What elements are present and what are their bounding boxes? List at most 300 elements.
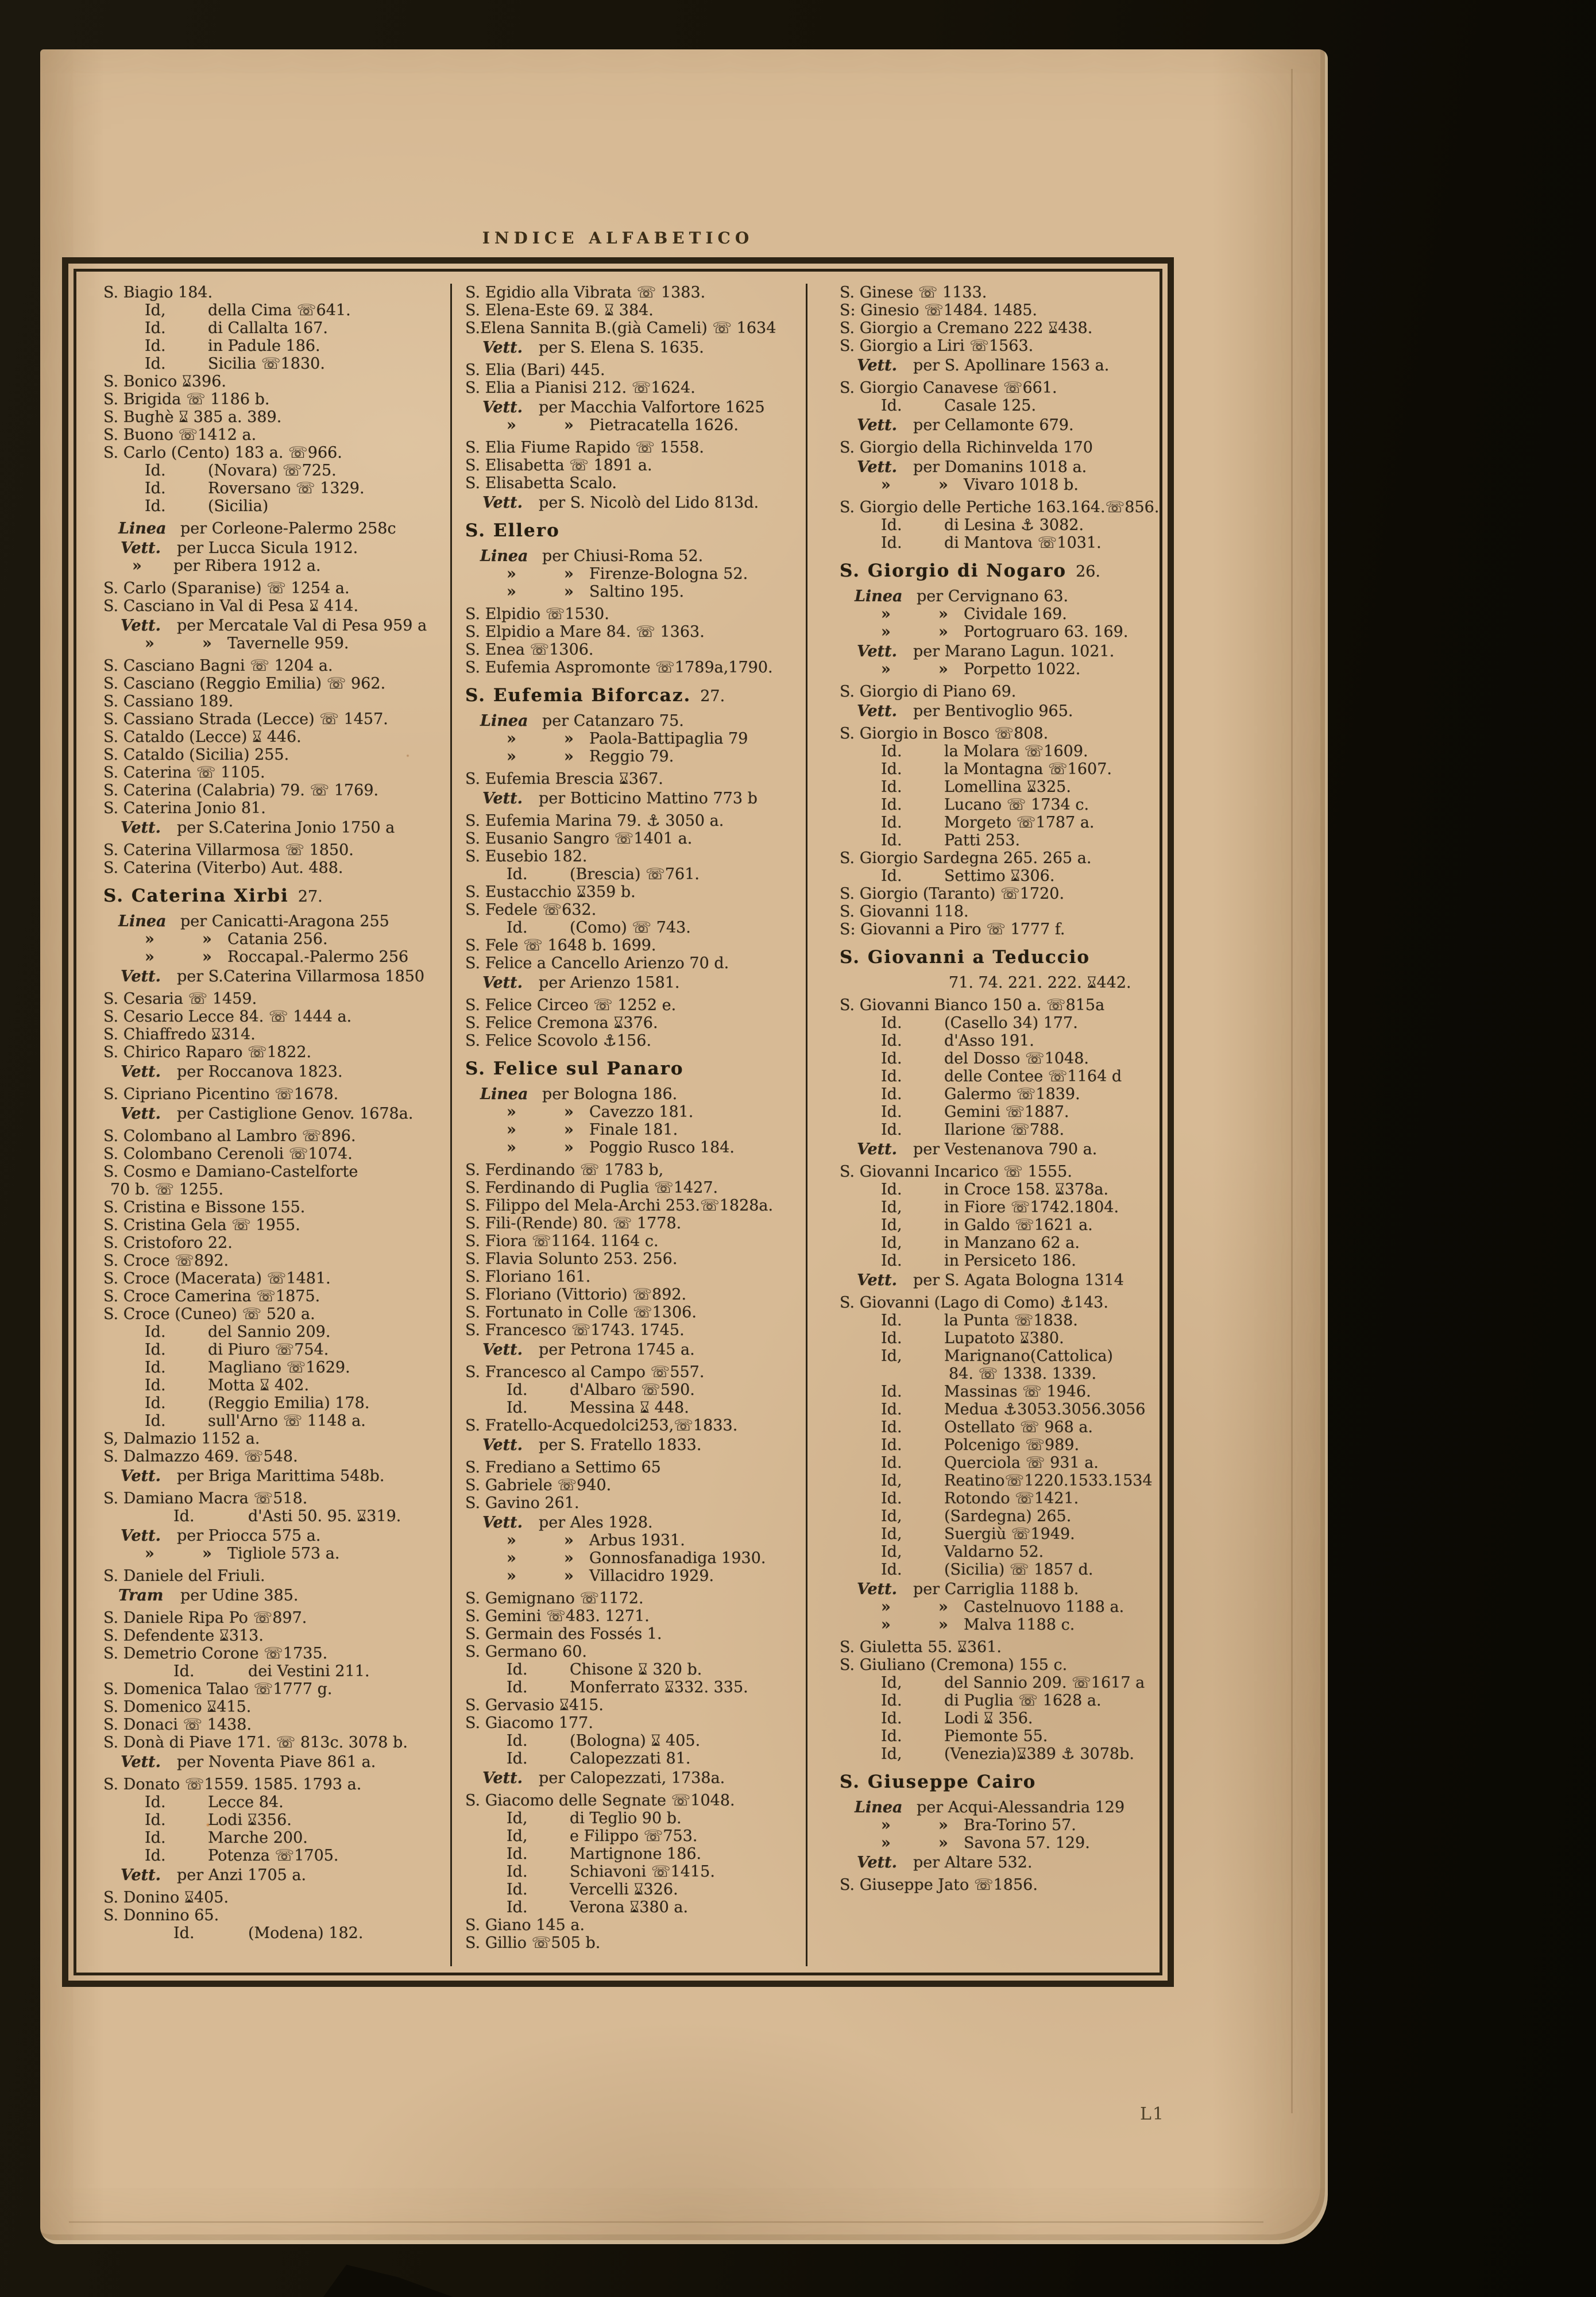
- line-text: S. Felice Scovolo ⚓︎156.: [465, 1032, 652, 1050]
- chevron-icon: »: [938, 1816, 948, 1834]
- index-line: [840, 498, 1162, 516]
- index-line: [103, 617, 450, 635]
- index-line: [840, 867, 1162, 885]
- index-line: [465, 865, 806, 883]
- index-line: [465, 748, 806, 765]
- line-label: Id.: [881, 1181, 902, 1198]
- chevron-icon: »: [564, 416, 574, 434]
- line-text: S. Frediano a Settimo 65: [465, 1459, 661, 1476]
- index-line: [840, 1454, 1162, 1472]
- index-line: [840, 1507, 1162, 1525]
- index-line: [465, 1197, 806, 1215]
- line-text: S. Giorgio Sardegna 265. 265 a.: [840, 849, 1092, 867]
- index-line: [465, 565, 806, 583]
- line-text: per Noventa Piave 861 a.: [177, 1753, 376, 1771]
- line-text: S. Donaci ☏ 1438.: [103, 1716, 252, 1734]
- line-text: S. Eufemia Brescia ⌛︎367.: [465, 770, 663, 788]
- line-text: S. Eufemia Aspromonte ☏1789a,1790.: [465, 659, 773, 676]
- line-text: 27.: [700, 687, 725, 705]
- index-line: [840, 319, 1162, 337]
- line-text: Vivaro 1018 b.: [964, 476, 1079, 494]
- page-stack-edge-bottom: [69, 2221, 1263, 2223]
- index-line: [465, 1304, 806, 1321]
- index-line: [465, 1032, 806, 1050]
- line-text: S. Croce Camerina ☏1875.: [103, 1287, 320, 1305]
- index-line: [465, 954, 806, 972]
- index-line: [840, 1181, 1162, 1198]
- line-label: Id,: [881, 1472, 902, 1490]
- index-line: [465, 1417, 806, 1434]
- line-label: Id.: [881, 796, 902, 814]
- line-label: Vett.: [121, 1105, 161, 1123]
- line-text: per S. Nicolò del Lido 813d.: [539, 494, 759, 512]
- index-line: [840, 1727, 1162, 1745]
- index-line: [103, 479, 450, 497]
- line-label: Id.: [145, 1793, 166, 1811]
- index-line: [840, 1710, 1162, 1727]
- line-label: Id.: [145, 355, 166, 373]
- index-line: [103, 657, 450, 675]
- index-line: [465, 770, 806, 788]
- page-stack-edge-right: [1291, 69, 1293, 2113]
- index-line: [465, 1809, 806, 1827]
- index-line: [103, 635, 450, 652]
- line-text: Cavezzo 181.: [589, 1103, 694, 1121]
- index-line: [465, 284, 806, 301]
- chevron-icon: »: [507, 1532, 516, 1549]
- index-line: [103, 1829, 450, 1847]
- index-line: [103, 1645, 450, 1662]
- index-line: [840, 1543, 1162, 1561]
- line-label: Id.: [145, 1376, 166, 1394]
- line-text: per Castiglione Genov. 1678a.: [177, 1105, 414, 1123]
- index-line: [465, 1014, 806, 1032]
- line-text: per Ales 1928.: [539, 1514, 653, 1532]
- line-text: Martignone 186.: [570, 1845, 702, 1863]
- index-line: [840, 1140, 1162, 1158]
- index-line: [103, 1252, 450, 1270]
- index-line: [465, 1476, 806, 1494]
- line-text: Catania 256.: [227, 930, 328, 948]
- line-text: di Mantova ☏1031.: [944, 534, 1102, 552]
- line-text: S. Gillio ☏505 b.: [465, 1934, 601, 1952]
- line-text: Vercelli ⌛︎326.: [570, 1881, 678, 1898]
- line-text: Cividale 169.: [964, 605, 1067, 623]
- chevron-icon: »: [145, 635, 154, 652]
- line-text: S. Giorgio a Liri ☏1563.: [840, 337, 1034, 355]
- line-label: Vett.: [121, 1467, 161, 1485]
- index-line: [840, 1638, 1162, 1656]
- line-text: S. Cesario Lecce 84. ☏ 1444 a.: [103, 1008, 352, 1026]
- line-label: Id,: [881, 1198, 902, 1216]
- line-text: Reggio 79.: [589, 748, 674, 765]
- line-label: Id.: [881, 397, 902, 415]
- line-text: S. Colombano al Lambro ☏896.: [103, 1127, 356, 1145]
- index-line: [103, 426, 450, 444]
- line-text: S. Elisabetta Scalo.: [465, 474, 617, 492]
- line-text: S. Ferdinando di Puglia ☏1427.: [465, 1179, 718, 1197]
- line-text: del Dosso ☏1048.: [944, 1050, 1089, 1068]
- chevron-icon: »: [202, 930, 212, 948]
- index-line: [103, 1490, 450, 1507]
- line-text: S. Fele ☏ 1648 b. 1699.: [465, 937, 656, 954]
- index-line: [103, 746, 450, 764]
- line-text: e Filippo ☏753.: [570, 1827, 698, 1845]
- line-text: S. Giuseppe Jato ☏1856.: [840, 1876, 1038, 1894]
- line-text: Castelnuovo 1188 a.: [964, 1598, 1124, 1616]
- line-text: in Fiore ☏1742.1804.: [944, 1198, 1119, 1216]
- index-line: [103, 520, 450, 537]
- line-label: Id,: [881, 1347, 902, 1365]
- line-text: Lodi ⌛︎ 356.: [944, 1710, 1033, 1727]
- line-text: per S. Elena S. 1635.: [539, 339, 704, 357]
- line-text: S. Daniele Ripa Po ☏897.: [103, 1609, 307, 1627]
- index-line: [840, 416, 1162, 434]
- line-text: S. Colombano Cerenoli ☏1074.: [103, 1145, 353, 1163]
- line-label: Linea: [480, 712, 528, 730]
- index-line: [103, 1234, 450, 1252]
- index-line: [840, 1472, 1162, 1490]
- index-line: [465, 1215, 806, 1232]
- index-line: [840, 1032, 1162, 1050]
- line-label: Id,: [881, 1507, 902, 1525]
- line-label: Vett.: [857, 416, 897, 434]
- line-text: per Calopezzati, 1738a.: [539, 1769, 725, 1787]
- line-text: Marche 200.: [208, 1829, 308, 1847]
- index-line: [840, 1616, 1162, 1634]
- line-text: S. Fedele ☏632.: [465, 901, 597, 919]
- line-text: S. Filippo del Mela-Archi 253.☏1828a.: [465, 1197, 774, 1215]
- index-line: [840, 1234, 1162, 1252]
- line-text: per Udine 385.: [180, 1587, 299, 1604]
- index-line: [465, 1863, 806, 1881]
- line-text: S. Eusanio Sangro ☏1401 a.: [465, 830, 693, 848]
- line-text: S. Elia Fiume Rapido ☏ 1558.: [465, 439, 705, 457]
- index-line: [103, 1412, 450, 1430]
- index-line: [103, 841, 450, 859]
- chevron-icon: »: [881, 1816, 891, 1834]
- index-line: [465, 1363, 806, 1381]
- line-text: S. Donino ⌛︎405.: [103, 1889, 229, 1907]
- line-label: Id,: [881, 1216, 902, 1234]
- index-line: [840, 996, 1162, 1014]
- line-label: Vett.: [121, 1527, 161, 1545]
- index-line: [465, 1121, 806, 1139]
- index-line: [103, 1026, 450, 1043]
- index-section-header: [465, 683, 806, 707]
- line-label: Id.: [507, 1898, 528, 1916]
- index-line: [103, 1394, 450, 1412]
- line-label: Id.: [881, 832, 902, 849]
- index-line: [465, 1827, 806, 1845]
- line-text: Lodi ⌛︎356.: [208, 1811, 292, 1829]
- line-text: Ostellato ☏ 968 a.: [944, 1418, 1093, 1436]
- index-line: [465, 1590, 806, 1607]
- line-text: di Callalta 167.: [208, 319, 328, 337]
- chevron-icon: »: [564, 1139, 574, 1157]
- line-text: (Bologna) ⌛︎ 405.: [570, 1732, 701, 1750]
- index-line: [840, 1816, 1162, 1834]
- index-line: [103, 1680, 450, 1698]
- line-text: S. Carlo (Sparanise) ☏ 1254 a.: [103, 579, 350, 597]
- index-line: [465, 937, 806, 954]
- line-text: S. Giorgio Canavese ☏661.: [840, 379, 1057, 397]
- index-section-header: [840, 1770, 1162, 1794]
- line-text: S. Donnino 65.: [103, 1907, 219, 1924]
- line-text: S. Defendente ⌛︎313.: [103, 1627, 264, 1645]
- line-text: la Montagna ☏1607.: [944, 760, 1112, 778]
- line-label: Id.: [507, 1679, 528, 1696]
- index-line: [840, 743, 1162, 760]
- index-line: [465, 730, 806, 748]
- index-line: [465, 457, 806, 474]
- line-text: per Corleone-Palermo 258c: [180, 520, 396, 537]
- line-text: S. Donà di Piave 171. ☏ 813c. 3078 b.: [103, 1734, 408, 1751]
- index-line: [103, 444, 450, 462]
- line-label: Id.: [145, 1847, 166, 1865]
- line-text: Morgeto ☏1787 a.: [944, 814, 1095, 832]
- index-line: [103, 497, 450, 515]
- index-line: [103, 1198, 450, 1216]
- index-line: [465, 790, 806, 807]
- index-line: [465, 1792, 806, 1809]
- line-label: Vett.: [121, 819, 161, 837]
- index-line: [103, 1008, 450, 1026]
- line-label: Id.: [881, 1401, 902, 1418]
- line-label: Vett.: [121, 617, 161, 635]
- line-text: per Briga Marittima 548b.: [177, 1467, 385, 1485]
- line-text: S. Bonico ⌛︎396.: [103, 373, 226, 390]
- index-line: [103, 1163, 450, 1181]
- chevron-icon: »: [145, 948, 154, 966]
- line-text: S. Casciano Bagni ☏ 1204 a.: [103, 657, 333, 675]
- index-line: [840, 1014, 1162, 1032]
- chevron-icon: »: [881, 605, 891, 623]
- line-text: S. Gavino 261.: [465, 1494, 579, 1512]
- index-section-header: [840, 559, 1162, 583]
- index-line: [465, 399, 806, 416]
- line-text: Portogruaro 63. 169.: [964, 623, 1129, 641]
- index-line: [465, 1286, 806, 1304]
- line-label: Id.: [507, 1399, 528, 1417]
- index-line: [840, 1347, 1162, 1365]
- index-line: [103, 390, 450, 408]
- line-text: S. Flavia Solunto 253. 256.: [465, 1250, 678, 1268]
- line-label: Vett.: [482, 1341, 523, 1359]
- index-line: [103, 1359, 450, 1376]
- line-text: S. Ferdinando ☏ 1783 b,: [465, 1161, 664, 1179]
- line-label: Id.: [881, 516, 902, 534]
- line-text: Magliano ☏1629.: [208, 1359, 350, 1376]
- index-line: [465, 1341, 806, 1359]
- line-text: S. Giovanni (Lago di Como) ⚓︎143.: [840, 1294, 1108, 1312]
- line-text: S.Elena Sannita B.(già Cameli) ☏ 1634: [465, 319, 776, 337]
- line-text: S. Germain des Fossés 1.: [465, 1625, 662, 1643]
- line-label: Id.: [881, 534, 902, 552]
- index-line: [465, 1399, 806, 1417]
- line-text: S. Croce ☏892.: [103, 1252, 229, 1270]
- line-text: Lupatoto ⌛︎380.: [944, 1329, 1064, 1347]
- chevron-icon: »: [507, 730, 516, 748]
- line-label: Id.: [507, 1381, 528, 1399]
- line-text: (Como) ☏ 743.: [570, 919, 691, 937]
- index-line: [103, 912, 450, 930]
- line-label: Vett.: [482, 339, 523, 357]
- line-text: S. Felice a Cancello Arienzo 70 d.: [465, 954, 729, 972]
- index-line: [103, 1545, 450, 1563]
- line-text: per Anzi 1705 a.: [177, 1866, 307, 1884]
- chevron-icon: »: [564, 1103, 574, 1121]
- line-text: delle Contee ☏1164 d: [944, 1068, 1122, 1085]
- line-text: Sicilia ☏1830.: [208, 355, 325, 373]
- line-text: S. Giovanni Incarico ☏ 1555.: [840, 1163, 1072, 1181]
- line-text: d'Albaro ☏590.: [570, 1381, 695, 1399]
- index-line: [465, 1607, 806, 1625]
- line-text: Roversano ☏ 1329.: [208, 479, 365, 497]
- index-line: [840, 702, 1162, 720]
- line-label: Id.: [881, 1490, 902, 1507]
- chevron-icon: »: [938, 660, 948, 678]
- index-line: [103, 1448, 450, 1465]
- line-text: S. Biagio 184.: [103, 284, 213, 301]
- line-text: per Bentivoglio 965.: [913, 702, 1073, 720]
- index-line: [103, 1924, 450, 1942]
- line-label: Id.: [145, 1394, 166, 1412]
- line-text: S. Domenico ⌛︎415.: [103, 1698, 252, 1716]
- chevron-icon: »: [938, 1598, 948, 1616]
- index-line: [103, 1467, 450, 1485]
- line-label: Tram: [118, 1587, 164, 1604]
- index-line: [840, 301, 1162, 319]
- line-text: S. Chirico Raparo ☏1822.: [103, 1043, 312, 1061]
- index-line: [103, 675, 450, 693]
- line-label: Id.: [881, 1436, 902, 1454]
- index-line: [465, 659, 806, 676]
- chevron-icon: »: [881, 1834, 891, 1852]
- index-line: [103, 1866, 450, 1884]
- line-text: Calopezzati 81.: [570, 1750, 691, 1768]
- line-text: 71. 74. 221. 222. ⌛︎442.: [949, 974, 1131, 992]
- index-line: [465, 1934, 806, 1952]
- line-text: Marignano(Cattolica): [944, 1347, 1113, 1365]
- line-text: 27.: [297, 888, 323, 906]
- line-label: Vett.: [482, 494, 523, 512]
- chevron-icon: »: [507, 583, 516, 601]
- line-text: Monferrato ⌛︎332. 335.: [570, 1679, 748, 1696]
- line-text: S. Croce (Macerata) ☏1481.: [103, 1270, 331, 1287]
- line-text: per S. Agata Bologna 1314: [913, 1271, 1124, 1289]
- index-line: [465, 439, 806, 457]
- line-text: (Reggio Emilia) 178.: [208, 1394, 370, 1412]
- chevron-icon: »: [564, 730, 574, 748]
- index-line: [840, 1050, 1162, 1068]
- index-line: [103, 693, 450, 710]
- line-text: S. Caterina (Viterbo) Aut. 488.: [103, 859, 343, 877]
- line-label: Id,: [881, 1745, 902, 1763]
- index-column-2: [453, 284, 806, 1966]
- index-line: [103, 337, 450, 355]
- line-text: (Sardegna) 265.: [944, 1507, 1072, 1525]
- line-text: Saltino 195.: [589, 583, 685, 601]
- line-text: S. Giano 145 a.: [465, 1916, 585, 1934]
- line-text: Malva 1188 c.: [964, 1616, 1075, 1634]
- line-label: Id.: [507, 1845, 528, 1863]
- index-line: [840, 760, 1162, 778]
- line-text: S. Damiano Macra ☏518.: [103, 1490, 308, 1507]
- line-label: Id.: [881, 1312, 902, 1329]
- line-label: Id.: [881, 814, 902, 832]
- index-line: [465, 812, 806, 830]
- line-text: S. Eustacchio ⌛︎359 b.: [465, 883, 636, 901]
- line-label: Vett.: [857, 643, 897, 660]
- index-line: [465, 379, 806, 397]
- line-text: S. Felice Circeo ☏ 1252 e.: [465, 996, 677, 1014]
- index-line: [840, 1068, 1162, 1085]
- line-text: per Canicatti-Aragona 255: [180, 912, 389, 930]
- line-text: (Brescia) ☏761.: [570, 865, 700, 883]
- line-label: Vett.: [857, 458, 897, 476]
- index-line: [840, 832, 1162, 849]
- index-line: [465, 1881, 806, 1898]
- line-text: (Sicilia) ☏ 1857 d.: [944, 1561, 1093, 1579]
- chevron-icon: »: [564, 1532, 574, 1549]
- index-line: [840, 1436, 1162, 1454]
- line-text: della Cima ☏641.: [208, 301, 351, 319]
- line-text: S. Carlo (Cento) 183 a. ☏966.: [103, 444, 342, 462]
- index-line: [465, 1321, 806, 1339]
- line-label: Id.: [881, 1561, 902, 1579]
- line-label: Vett.: [121, 968, 161, 985]
- line-text: Gemini ☏1887.: [944, 1103, 1069, 1121]
- chevron-icon: »: [881, 1616, 891, 1634]
- index-line: [465, 319, 806, 337]
- line-label: Id,: [881, 1525, 902, 1543]
- line-text: S. Caterina ☏ 1105.: [103, 764, 265, 782]
- line-text: S. Eufemia Marina 79. ⚓︎ 3050 a.: [465, 812, 724, 830]
- line-label: Vett.: [857, 1140, 897, 1158]
- index-line: [103, 1105, 450, 1123]
- line-label: S. Ellero: [465, 520, 560, 541]
- line-text: Finale 181.: [589, 1121, 678, 1139]
- line-text: S. Fratello-Acquedolci253,☏1833.: [465, 1417, 738, 1434]
- index-line: [840, 337, 1162, 355]
- index-line: [840, 1121, 1162, 1139]
- line-text: di Teglio 90 b.: [570, 1809, 682, 1827]
- index-line: [103, 930, 450, 948]
- line-text: per Altare 532.: [913, 1854, 1033, 1871]
- index-line: [103, 1716, 450, 1734]
- index-line: [103, 764, 450, 782]
- index-line: [103, 462, 450, 479]
- line-text: Rotondo ☏1421.: [944, 1490, 1079, 1507]
- index-line: [103, 859, 450, 877]
- index-line: [465, 1769, 806, 1787]
- index-line: [465, 901, 806, 919]
- line-label: Id.: [145, 1811, 166, 1829]
- index-line: [103, 1627, 450, 1645]
- index-line: [840, 1312, 1162, 1329]
- index-line: [840, 1418, 1162, 1436]
- line-text: per Lucca Sicula 1912.: [177, 539, 358, 557]
- index-line: [840, 284, 1162, 301]
- chevron-icon: »: [145, 930, 154, 948]
- chevron-icon: »: [507, 1567, 516, 1585]
- index-line: [103, 539, 450, 557]
- line-text: Porpetto 1022.: [964, 660, 1081, 678]
- index-line: [103, 1127, 450, 1145]
- index-line: [103, 1662, 450, 1680]
- line-label: Id.: [881, 1050, 902, 1068]
